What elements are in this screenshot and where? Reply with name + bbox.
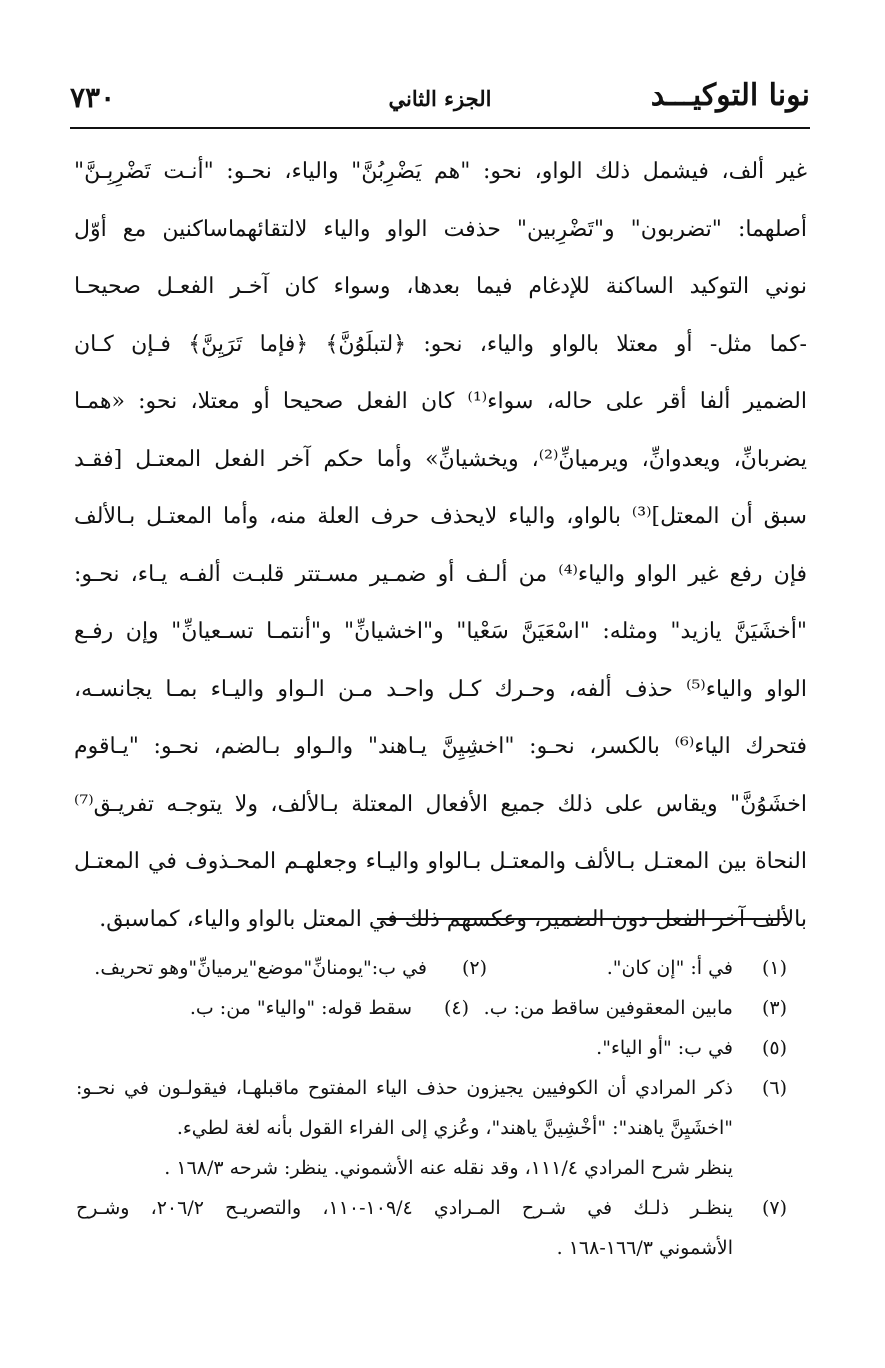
header-divider xyxy=(70,127,810,129)
page-number: ٧٣٠ xyxy=(70,81,116,114)
volume-label: الجزء الثاني xyxy=(388,86,492,111)
text-line: يضربانِّ، ويعدوانِّ، ويرميانِّ⁽²⁾، ويخشيانِّ» وأما حكم آخر الفعل المعتـل [فقـد xyxy=(74,446,807,472)
page-header xyxy=(70,78,810,124)
text-line: الضمير ألفا أقر على حاله، سواء⁽¹⁾ كان الفعل صحيحا أو معتلا، نحو: «همـا xyxy=(74,389,807,414)
footnote-text: في ب: "أو الياء". xyxy=(596,1037,733,1059)
footnote-text: الأشموني ١٦٦/٣-١٦٨ . xyxy=(556,1237,733,1259)
text-line: فتحرك الياء⁽⁶⁾ بالكسر، نحـو: "اخشِيِنَّ يـاهند" والـواو بـالضم، نحـو: "يـاقوم xyxy=(74,734,807,759)
footnote-text: في أ: "إن كان". xyxy=(606,957,733,979)
main-text xyxy=(74,143,807,948)
footnote-text: في ب:"يومنانِّ"موضع"يرميانِّ"وهو تحريف. xyxy=(94,957,427,979)
footnote-text: سقط قوله: "والياء" من: ب. xyxy=(189,997,412,1019)
footnote-row xyxy=(76,1228,787,1268)
text-line: سبق أن المعتل]⁽³⁾ بالواو، والياء لايحذف حرف العلة منه، وأما المعتـل بـالألف xyxy=(74,504,807,529)
footnote-number: (٤) xyxy=(443,997,469,1019)
footnote-number: (٢) xyxy=(461,957,487,979)
text-line: أصلهما: "تضربون" و"تَضْرِبين" حذفت الواو والياء لالتقائهماساكنين مع أوّل xyxy=(74,216,807,242)
footnote-row xyxy=(76,1148,787,1188)
footnote-row xyxy=(76,1108,787,1148)
footnote-number: (٥) xyxy=(761,1037,787,1059)
text-line: غير ألف، فيشمل ذلك الواو، نحو: "هم يَضْرِبُنَّ" والياء، نحـو: "أنـت تَضْرِبِـنَّ" xyxy=(74,159,807,184)
text-line: فإن رفع غير الواو والياء⁽⁴⁾ من ألـف أو ضمـير مسـتتر قلبـت ألفـه يـاء، نحـو: xyxy=(74,561,807,587)
chapter-title: نونا التوكيـــد xyxy=(650,78,810,113)
text-line: نوني التوكيد الساكنة للإدغام فيما بعدها، وسواء كان آخـر الفعـل صحيحـا xyxy=(74,274,807,299)
footnote-number: (٦) xyxy=(761,1077,787,1099)
footnote-row xyxy=(76,948,787,988)
footnote-text: مابين المعقوفين ساقط من: ب. xyxy=(483,997,733,1019)
text-line: -كما مثل- أو معتلا بالواو والياء، نحو: ﴿لتبلَوُنَّ﴾ ﴿فإما تَرَيِنَّ﴾ فـإن كـان xyxy=(74,331,807,357)
text-line: الواو والياء⁽⁵⁾ حذف ألفه، وحـرك كـل واحـد مـن الـواو واليـاء بمـا يجانسـه، xyxy=(74,676,807,702)
footnote-number: (٧) xyxy=(761,1197,787,1219)
footnote-number: (١) xyxy=(761,957,787,979)
footnote-text: ينظـر ذلـك في شـرح المـرادي ١٠٩/٤-١١٠، والتصريـح ٢٠٦/٢، وشـرح xyxy=(76,1197,733,1219)
footnote-row xyxy=(76,1028,787,1068)
text-line: اخشَوُنَّ" ويقاس على ذلك جميع الأفعال المعتلة بـالألف، ولا يتوجـه تفريـق⁽⁷⁾ xyxy=(74,791,807,817)
text-line: النحاة بين المعتـل بـالألف والمعتـل بـالواو واليـاء وجعلهـم المحـذوف في المعتـل xyxy=(74,849,807,874)
footnotes xyxy=(76,948,787,1268)
footnote-divider xyxy=(377,918,787,920)
text-line: "أخشَيَنَّ يازيد" ومثله: "اسْعَيَنَّ سَعْيا" و"اخشيانِّ" و"أنتمـا تسـعيانِّ" وإن رفـع xyxy=(74,619,807,644)
footnote-row xyxy=(76,1068,787,1108)
footnote-row xyxy=(76,988,787,1028)
footnote-number: (٣) xyxy=(761,997,787,1019)
footnote-text: "اخشَيِنَّ ياهند": "أخْشِينَّ ياهند"، وعُزي إلى الفراء القول بأنه لغة لطيء. xyxy=(176,1117,733,1139)
footnote-text: ذكر المرادي أن الكوفيين يجيزون حذف الياء المفتوح ماقبلهـا، فيقولـون في نحـو: xyxy=(76,1077,733,1099)
text-line: بالألف آخر الفعل دون الضمير، وعكسهم ذلك في المعتل بالواو والياء، كماسبق. xyxy=(99,906,807,932)
footnote-row xyxy=(76,1188,787,1228)
footnote-text: ينظر شرح المرادي ١١١/٤، وقد نقله عنه الأشموني. ينظر: شرحه ١٦٨/٣ . xyxy=(164,1157,733,1179)
